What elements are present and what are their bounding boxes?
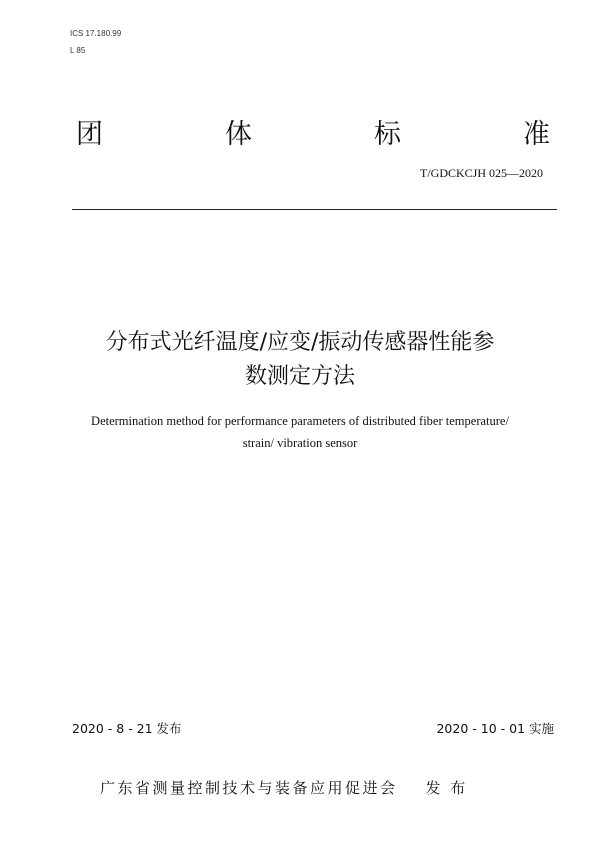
issuer-name: 广东省测量控制技术与装备应用促进会 — [100, 779, 398, 797]
title-line-2: 数测定方法 — [244, 364, 355, 389]
title-line-1: 分布式光纤温度/应变/振动传感器性能参 — [105, 330, 495, 355]
publish-date: 2020 - 8 - 21 发布 — [72, 721, 182, 736]
english-title-line-1: Determination method for performance parameters of distributed fiber temperature/ — [91, 414, 509, 428]
issuer-action: 发 布 — [425, 779, 468, 797]
standard-type-char: 准 — [523, 119, 550, 150]
english-title — [0, 410, 600, 454]
standard-type-char: 体 — [225, 119, 252, 150]
standard-code: T/GDCKCJH 025—2020 — [419, 166, 543, 180]
header-divider — [72, 209, 557, 210]
ics-code: ICS 17.180.99 — [70, 29, 122, 38]
issuer — [100, 777, 468, 798]
document-title — [0, 326, 600, 394]
english-title-line-2: strain/ vibration sensor — [242, 436, 358, 450]
effective-date: 2020 - 10 - 01 实施 — [436, 721, 554, 736]
standard-type-char: 标 — [374, 119, 401, 150]
standard-type-char: 团 — [76, 119, 103, 150]
standard-type — [76, 112, 550, 151]
ccs-code: L 85 — [70, 46, 86, 55]
